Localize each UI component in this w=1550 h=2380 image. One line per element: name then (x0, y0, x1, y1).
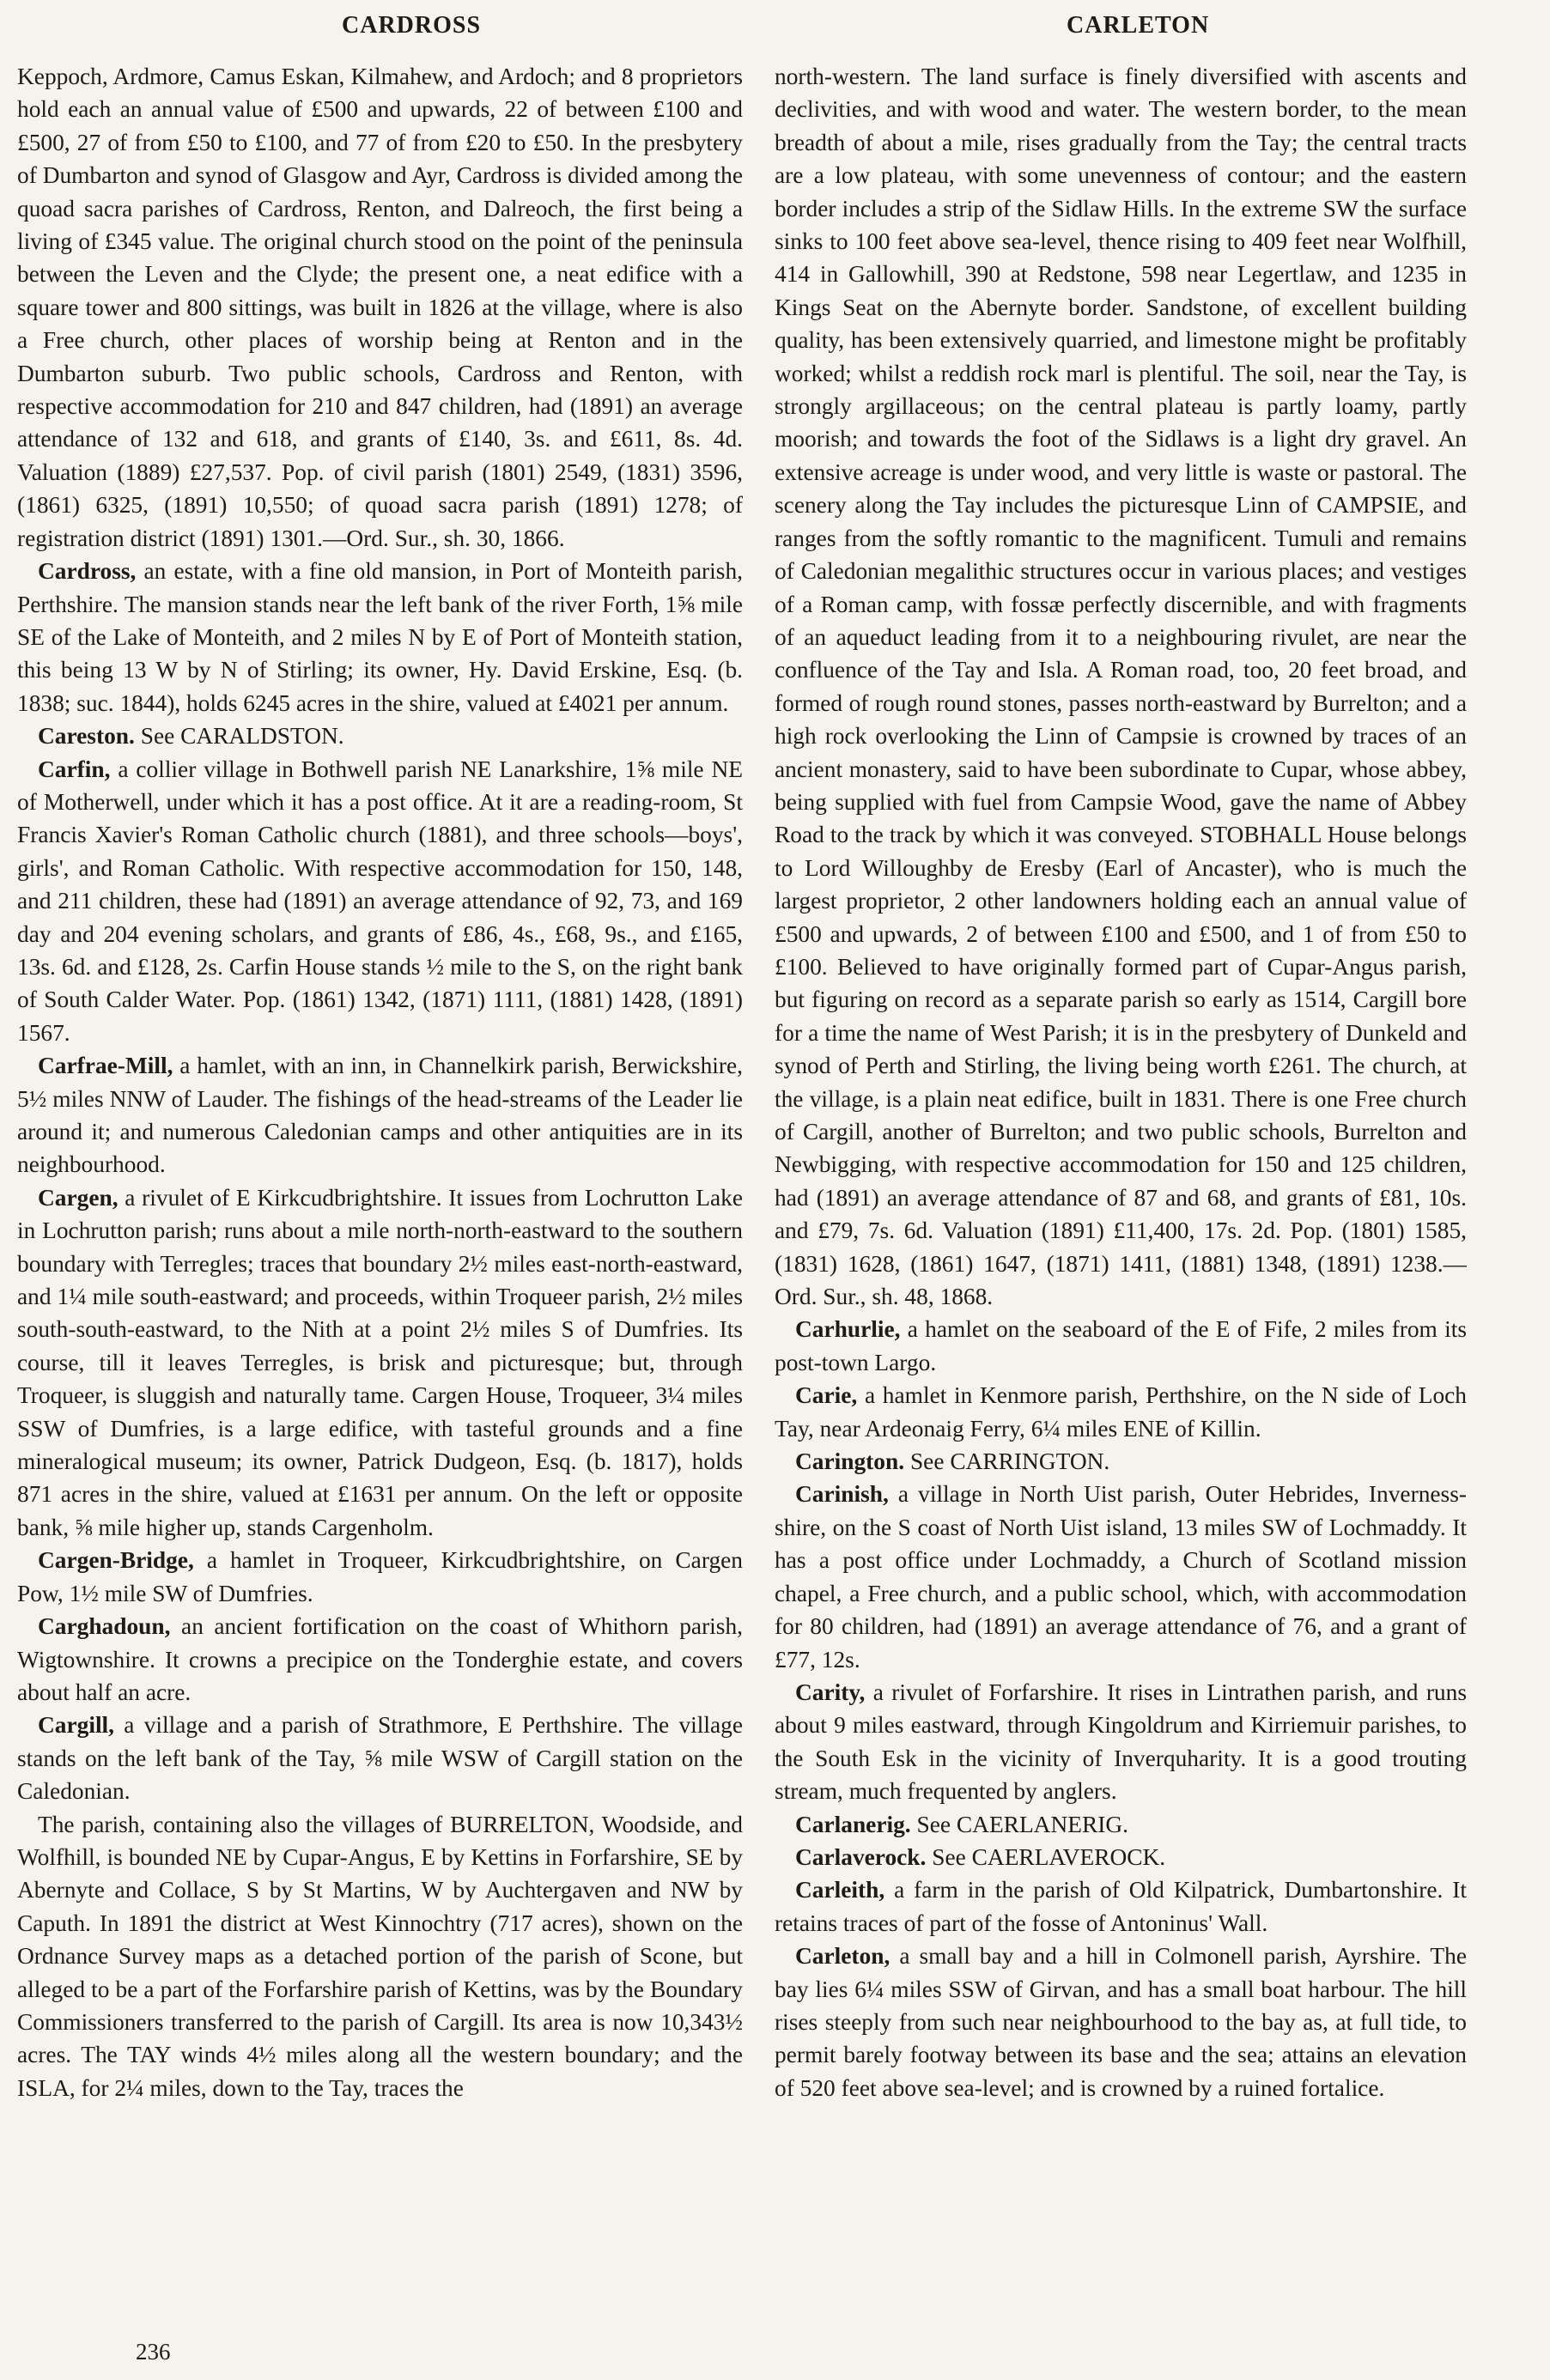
gazetteer-entry (775, 1940, 1467, 2104)
gazetteer-entry (775, 1445, 1467, 1478)
entry-text: See CAERLANERIG. (916, 1811, 1128, 1837)
entry-text: See CARRINGTON. (909, 1448, 1110, 1475)
entry-text: an ancient fortification on the coast of Whithorn parish, Wigtownshire. It crowns a precipice on the Tonderghie estate, and covers about half an acre. (17, 1613, 743, 1705)
gazetteer-entry (17, 719, 743, 752)
gazetteer-entry (775, 1313, 1467, 1379)
entry-headword: Carie, (795, 1382, 858, 1409)
left-column (17, 60, 743, 2344)
entry-text: north-western. The land surface is finely diversified with ascents and declivities, and with wood and water. The western border, to the mean breadth of about a mile, rises gradually from the Tay; the central tracts are a low plateau, with some unevenness of contour; and the eastern border includes a strip of the Sidlaw Hills. In the extreme SW the surface sinks to 100 feet above sea-level, thence rising to 409 feet near Wolfhill, 414 in Gallowhill, 390 at Redstone, 598 near Legertlaw, and 1235 in Kings Seat on the Abernyte border. Sandstone, of excellent building quality, has been extensively quarried, and limestone might be profitably worked; whilst a reddish rock marl is plentiful. The soil, near the Tay, is strongly argillaceous; on the central plateau is partly loamy, partly moorish; and towards the foot of the Sidlaws is a light dry gravel. An extensive acreage is under wood, and very little is waste or pastoral. The scenery along the Tay includes the picturesque Linn of CAMPSIE, and ranges from the softly romantic to the magnificent. Tumuli and remains of Caledonian megalithic structures occur in various places; and vestiges of a Roman camp, with fossæ perfectly discernible, and with fragments of an aqueduct leading from it to a neighbouring rivulet, are near the confluence of the Tay and Isla. A Roman road, too, 20 feet broad, and formed of rough round stones, passes north-eastward by Burrelton; and a high rock overlooking the Linn of Campsie is crowned by traces of an ancient monastery, said to have been subordinate to Cupar, whose abbey, being supplied with fuel from Campsie Wood, gave the name of Abbey Road to the track by which it was conveyed. STOBHALL House belongs to Lord Willoughby de Eresby (Earl of Ancaster), who is much the largest proprietor, 2 other landowners holding each an annual value of £500 and upwards, 2 of between £100 and £500, and 1 of from £50 to £100. Believed to have originally formed part of Cupar-Angus parish, but figuring on record as a separate parish so early as 1514, Cargill bore for a time the name of West Parish; it is in the presbytery of Dunkeld and synod of Perth and Stirling, the living being worth £261. The church, at the village, is a plain neat edifice, built in 1831. There is one Free church of Cargill, another of Burrelton; and two public schools, Burrelton and Newbigging, with respective accommodation for 150 and 125 children, had (1891) an average attendance of 87 and 68, and grants of £81, 10s. and £79, 7s. 6d. Valuation (1891) £11,400, 17s. 2d. Pop. (1801) 1585, (1831) 1628, (1861) 1647, (1871) 1411, (1881) 1348, (1891) 1238.—Ord. Sur., sh. 48, 1868. (775, 64, 1467, 1310)
entry-headword: Carfrae-Mill, (38, 1053, 173, 1079)
entry-headword: Carity, (795, 1679, 866, 1705)
gazetteer-entry (775, 60, 1467, 1313)
entry-text: a rivulet of Forfarshire. It rises in Lintrathen parish, and runs about 9 miles eastward, through Kingoldrum and Kirriemuir parishes, to the South Esk in the vicinity of Inverquharity. It is a good trouting stream, much frequented by anglers. (775, 1679, 1467, 1805)
entry-text: Keppoch, Ardmore, Camus Eskan, Kilmahew, and Ardoch; and 8 proprietors hold each an annual value of £500 and upwards, 22 of between £100 and £500, 27 of from £50 to £100, and 77 of from £20 to £50. In the presbytery of Dumbarton and synod of Glasgow and Ayr, Cardross is divided among the quoad sacra parishes of Cardross, Renton, and Dalreoch, the first being a living of £345 value. The original church stood on the point of the peninsula between the Leven and the Clyde; the present one, a neat edifice with a square tower and 800 sittings, was built in 1826 at the village, where is also a Free church, other places of worship being at Renton and in the Dumbarton suburb. Two public schools, Cardross and Renton, with respective accommodation for 210 and 847 children, had (1891) an average attendance of 132 and 618, and grants of £140, 3s. and £611, 8s. 4d. Valuation (1889) £27,537. Pop. of civil parish (1801) 2549, (1831) 3596, (1861) 6325, (1891) 10,550; of quoad sacra parish (1891) 1278; of registration district (1891) 1301.—Ord. Sur., sh. 30, 1866. (17, 64, 743, 551)
running-head-right: CARLETON (1067, 12, 1210, 39)
gazetteer-entry (775, 1379, 1467, 1445)
gazetteer-entry (775, 1676, 1467, 1808)
gazetteer-entry (17, 1049, 743, 1181)
entry-text: a village and a parish of Strathmore, E Perthshire. The village stands on the left bank of the Tay, ⅝ mile WSW of Cargill station on the Caledonian. (17, 1712, 743, 1805)
entry-headword: Carlaverock. (795, 1843, 927, 1870)
gazetteer-entry (17, 1808, 743, 2105)
entry-headword: Carlanerig. (795, 1811, 911, 1837)
entry-text: a hamlet on the seaboard of the E of Fife, 2 miles from its post-town Largo. (775, 1316, 1467, 1375)
gazetteer-entry (17, 555, 743, 719)
entry-headword: Cargen-Bridge, (38, 1547, 194, 1574)
entry-headword: Carleith, (795, 1877, 885, 1903)
gazetteer-entry (775, 1873, 1467, 1940)
right-column (775, 60, 1467, 2344)
entry-headword: Carinish, (795, 1481, 889, 1508)
entry-text: an estate, with a fine old mansion, in Port of Monteith parish, Perthshire. The mansion stands near the left bank of the river Forth, 1⅝ mile SE of the Lake of Monteith, and 2 miles N by E of Port of Monteith station, this being 13 W by N of Stirling; its owner, Hy. David Erskine, Esq. (b. 1838; suc. 1844), holds 6245 acres in the shire, valued at £4021 per annum. (17, 558, 743, 716)
entry-headword: Carhurlie, (795, 1316, 901, 1343)
entry-text: a village in North Uist parish, Outer Hebrides, Inverness-shire, on the S coast of North Uist island, 13 miles SW of Lochmaddy. It has a post office under Lochmaddy, a Church of Scotland mission chapel, a Free church, and a public school, which, with accommodation for 80 children, had (1891) an average attendance of 76, and a grant of £77, 12s. (775, 1481, 1467, 1673)
gazetteer-entry (775, 1841, 1467, 1873)
entry-headword: Carington. (795, 1448, 905, 1475)
entry-text: a rivulet of E Kirkcudbrightshire. It issues from Lochrutton Lake in Lochrutton parish; runs about a mile north-north-eastward to the southern boundary with Terregles; traces that boundary 2½ miles east-north-eastward, and 1¼ mile south-eastward; and proceeds, within Troqueer parish, 2½ miles south-south-eastward, to the Nith at a point 2½ miles S of Dumfries. Its course, till it leaves Terregles, is brisk and picturesque; but, through Troqueer, is sluggish and naturally tame. Cargen House, Troqueer, 3¼ miles SSW of Dumfries, is a large edifice, with tasteful grounds and a fine mineralogical museum; its owner, Patrick Dudgeon, Esq. (b. 1817), holds 871 acres in the shire, valued at £1631 per annum. On the left or opposite bank, ⅝ mile higher up, stands Cargenholm. (17, 1184, 743, 1540)
gazetteer-entry (17, 1544, 743, 1610)
entry-headword: Cargen, (38, 1184, 119, 1211)
gazetteer-entry (17, 1709, 743, 1807)
entry-text: a farm in the parish of Old Kilpatrick, Dumbartonshire. It retains traces of part of the fosse of Antoninus' Wall. (775, 1877, 1467, 1936)
gazetteer-entry (17, 60, 743, 555)
gazetteer-entry (775, 1478, 1467, 1675)
entry-text: a hamlet, with an inn, in Channelkirk parish, Berwickshire, 5½ miles NNW of Lauder. The fishings of the head-streams of the Leader lie around it; and numerous Caledonian camps and other antiquities are in its neighbourhood. (17, 1053, 743, 1178)
entry-headword: Carghadoun, (38, 1613, 171, 1640)
entry-text: a hamlet in Troqueer, Kirkcudbrightshire, on Cargen Pow, 1½ mile SW of Dumfries. (17, 1547, 743, 1606)
entry-headword: Careston. (38, 723, 135, 750)
entry-text: The parish, containing also the villages of BURRELTON, Woodside, and Wolfhill, is bounded NE by Cupar-Angus, E by Kettins in Forfarshire, SE by Abernyte and Collace, S by St Martins, W by Auchtergaven and NW by Caputh. In 1891 the district at West Kinnochtry (717 acres), shown on the Ordnance Survey maps as a detached portion of the parish of Scone, but alleged to be a part of the Forfarshire parish of Kettins, was by the Boundary Commissioners transferred to the parish of Cargill. Its area is now 10,343½ acres. The TAY winds 4½ miles along all the western boundary; and the ISLA, for 2¼ miles, down to the Tay, traces the (17, 1811, 743, 2101)
entry-text: a hamlet in Kenmore parish, Perthshire, on the N side of Loch Tay, near Ardeonaig Ferry, 6¼ miles ENE of Killin. (775, 1382, 1467, 1442)
page-number: 236 (136, 2339, 171, 2365)
entry-headword: Carleton, (795, 1943, 890, 1970)
gazetteer-entry (17, 1610, 743, 1709)
entry-text: a small bay and a hill in Colmonell parish, Ayrshire. The bay lies 6¼ miles SSW of Girvan, and has a small boat harbour. The hill rises steeply from such near neighbourhood to the bay as, at full tide, to permit barely footway between its base and the sea; attains an elevation of 520 feet above sea-level; and is crowned by a ruined fortalice. (775, 1943, 1467, 2101)
gazetteer-entry (17, 1181, 743, 1544)
entry-text: See CARALDSTON. (140, 723, 344, 750)
entry-text: See CAERLAVEROCK. (932, 1843, 1166, 1870)
entry-text: a collier village in Bothwell parish NE Lanarkshire, 1⅝ mile NE of Motherwell, under which it has a post office. At it are a reading-room, St Francis Xavier's Roman Catholic church (1881), and three schools—boys', girls', and Roman Catholic. With respective accommodation for 150, 148, and 211 children, these had (1891) an average attendance of 92, 73, and 169 day and 204 evening scholars, and grants of £86, 4s., £68, 9s., and £165, 13s. 6d. and £128, 2s. Carfin House stands ½ mile to the S, on the right bank of South Calder Water. Pop. (1861) 1342, (1871) 1111, (1881) 1428, (1891) 1567. (17, 756, 743, 1046)
running-head-left: CARDROSS (342, 12, 482, 39)
entry-headword: Cargill, (38, 1712, 115, 1739)
gazetteer-entry (17, 753, 743, 1050)
entry-headword: Carfin, (38, 756, 111, 782)
gazetteer-entry (775, 1808, 1467, 1841)
entry-headword: Cardross, (38, 558, 137, 585)
